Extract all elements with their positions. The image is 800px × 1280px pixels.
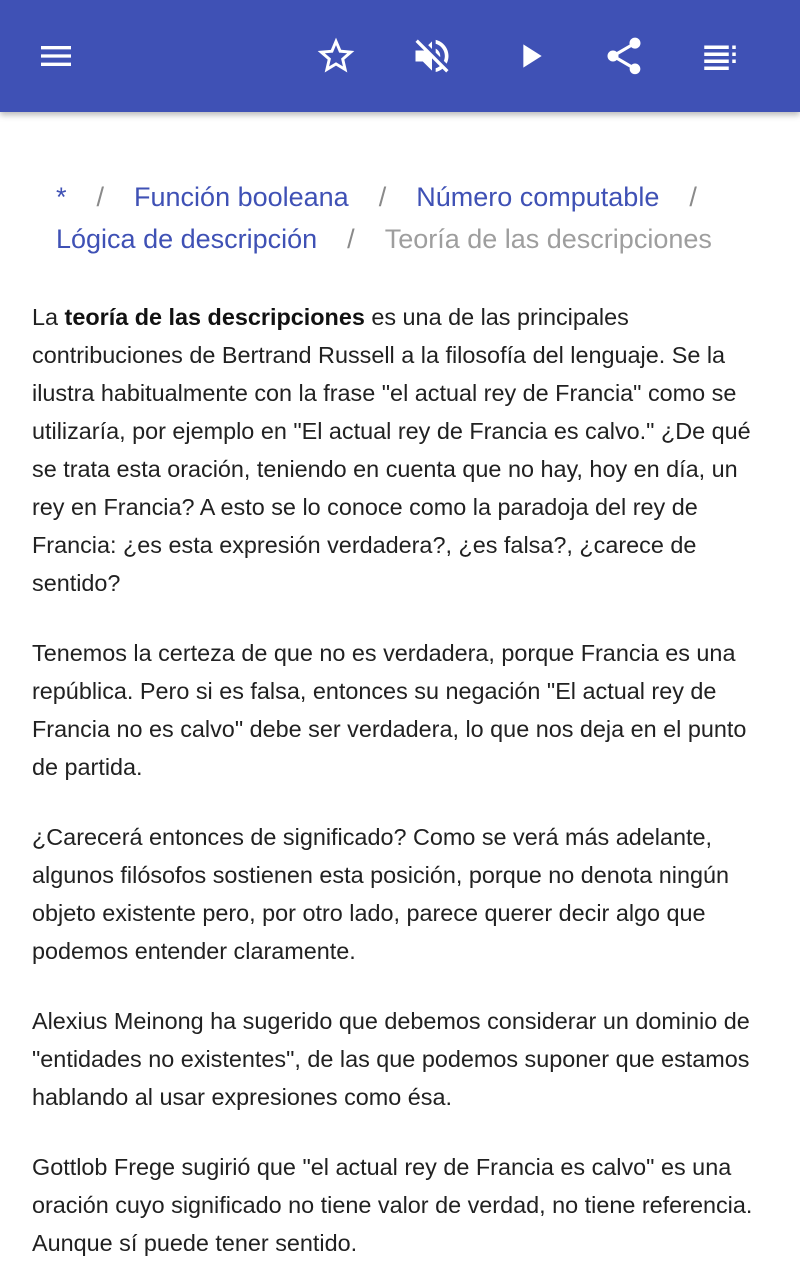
menu-icon[interactable] xyxy=(28,28,84,84)
app-toolbar xyxy=(0,0,800,112)
breadcrumb xyxy=(56,176,756,260)
breadcrumb-link-numero-computable[interactable]: Número computable xyxy=(416,182,660,212)
breadcrumb-separator: / xyxy=(689,182,697,212)
share-icon[interactable] xyxy=(596,28,652,84)
article-paragraph-1 xyxy=(32,298,772,602)
article-paragraph-3: ¿Carecerá entonces de significado? Como se verá más adelante, algunos filósofos sostienen esta posición, porque no denota ningún objeto existente pero, por otro lado, parece querer decir algo que podemos entender claramente. xyxy=(32,824,730,964)
paragraph-text: La xyxy=(32,304,65,330)
breadcrumb-link-logica-de-descripcion[interactable]: Lógica de descripción xyxy=(56,224,318,254)
volume-off-icon[interactable] xyxy=(404,28,460,84)
article-paragraph-4: Alexius Meinong ha sugerido que debemos considerar un dominio de "entidades no existentes", de las que podemos suponer que estamos hablando al usar expresiones como ésa. xyxy=(32,1008,750,1110)
breadcrumb-link-funcion-booleana[interactable]: Función booleana xyxy=(134,182,349,212)
breadcrumb-separator: / xyxy=(347,224,355,254)
breadcrumb-root-link[interactable]: * xyxy=(56,182,67,212)
article-paragraph-5: Gottlob Frege sugirió que "el actual rey de Francia es calvo" es una oración cuyo significado no tiene valor de verdad, no tiene referencia. Aunque sí puede tener sentido. xyxy=(32,1154,753,1256)
article-term-bold: teoría de las descripciones xyxy=(64,304,365,330)
list-icon[interactable] xyxy=(692,28,748,84)
breadcrumb-separator: / xyxy=(96,182,105,212)
article-paragraph-2: Tenemos la certeza de que no es verdadera, porque Francia es una república. Pero si es falsa, entonces su negación "El actual rey de Francia no es calvo" debe ser verdadera, lo que nos deja en el punto de partida. xyxy=(32,640,747,780)
breadcrumb-separator: / xyxy=(378,182,387,212)
article-body xyxy=(32,298,772,1280)
play-icon[interactable] xyxy=(502,28,558,84)
paragraph-text: es una de las principales contribuciones de Bertrand Russell a la filosofía del lenguaje. Se la ilustra habitualmente con la frase "el actual rey de Francia" como se utilizaría, por ejemplo en "El actual rey de Francia es calvo." ¿De qué se trata esta oración, teniendo en cuenta que no hay, hoy en día, un rey en Francia? A esto se lo conoce como la paradoja del rey de Francia: ¿es esta expresión verdadera?, ¿es falsa?, ¿carece de sentido? xyxy=(32,304,751,596)
breadcrumb-current: Teoría de las descripciones xyxy=(384,224,712,254)
star-outline-icon[interactable] xyxy=(308,28,364,84)
